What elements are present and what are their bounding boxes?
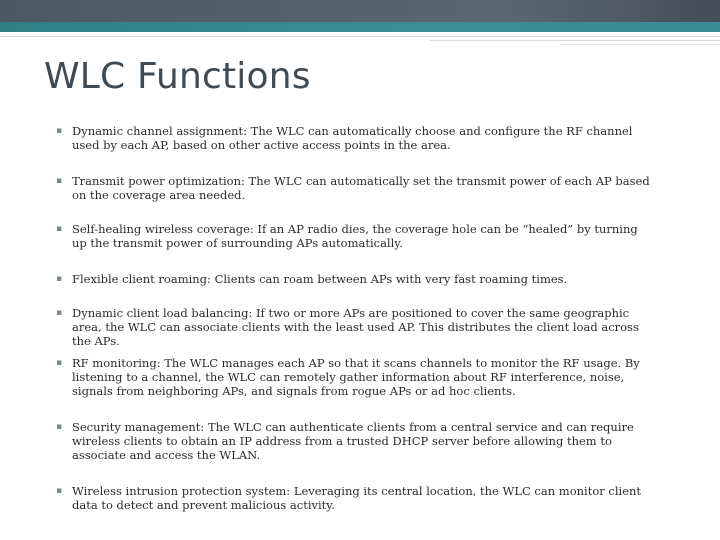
bullet-icon: ▪ <box>56 486 63 496</box>
bullet-text: Transmit power optimization: The WLC can automatically set the transmit power of each AP based on the coverage area needed. <box>72 174 650 202</box>
bullet-text: RF monitoring: The WLC manages each AP so that it scans channels to monitor the RF usage. By listening to a channel, the WLC can remotely gather information about RF interference, noise, signals from neighboring APs, and signals from rogue APs or ad hoc clients. <box>72 356 640 398</box>
bullet-icon: ▪ <box>56 126 63 136</box>
header-rule-shortest <box>560 44 720 45</box>
bullet-text: Wireless intrusion protection system: Leveraging its central location, the WLC can monitor client data to detect and prevent malicious activity. <box>72 484 642 512</box>
bullet-icon: ▪ <box>56 308 63 318</box>
bullet-text: Self-healing wireless coverage: If an AP radio dies, the coverage hole can be “healed” by turning up the transmit power of surrounding APs automatically. <box>72 222 638 250</box>
bullet-text: Flexible client roaming: Clients can roam between APs with very fast roaming times. <box>72 272 568 286</box>
header-rule <box>0 36 720 37</box>
slide-title: WLC Functions <box>44 56 311 97</box>
bullet-text: Security management: The WLC can authenticate clients from a central service and can require wireless clients to obtain an IP address from a trusted DHCP server before allowing them to associate and access the WLAN. <box>72 420 634 462</box>
header-accent-band <box>0 22 720 32</box>
bullet-icon: ▪ <box>56 422 63 432</box>
bullet-icon: ▪ <box>56 176 63 186</box>
header-band <box>0 0 720 22</box>
bullet-icon: ▪ <box>56 224 63 234</box>
bullet-icon: ▪ <box>56 274 63 284</box>
bullet-icon: ▪ <box>56 358 63 368</box>
bullet-text: Dynamic client load balancing: If two or more APs are positioned to cover the same geographic area, the WLC can associate clients with the least used AP. This distributes the client load across the APs. <box>72 306 639 348</box>
header-rule-short <box>430 40 720 41</box>
bullet-text: Dynamic channel assignment: The WLC can automatically choose and configure the RF channel used by each AP, based on other active access points in the area. <box>72 124 633 152</box>
